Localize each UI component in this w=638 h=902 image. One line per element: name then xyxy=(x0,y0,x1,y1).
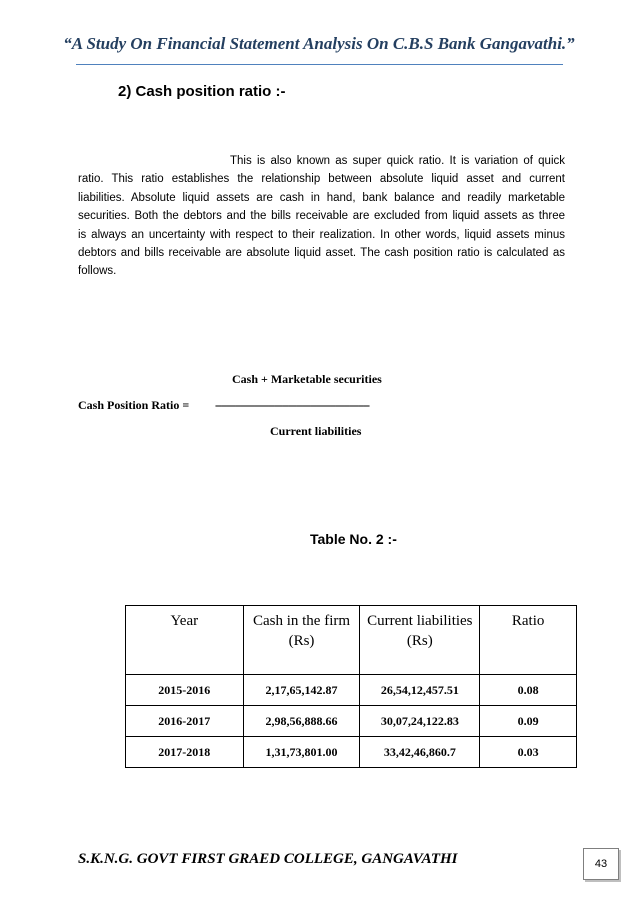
cell-cash: 2,17,65,142.87 xyxy=(243,675,360,706)
cell-ratio: 0.09 xyxy=(480,706,577,737)
cell-year: 2015-2016 xyxy=(126,675,244,706)
formula-denominator: Current liabilities xyxy=(270,424,362,438)
cell-liabilities: 26,54,12,457.51 xyxy=(360,675,480,706)
column-header-cash: Cash in the firm (Rs) xyxy=(243,606,360,675)
cell-year: 2016-2017 xyxy=(126,706,244,737)
formula-label: Cash Position Ratio = xyxy=(78,398,190,412)
section-heading: 2) Cash position ratio :- xyxy=(118,83,286,100)
column-header-liabilities: Current liabilities (Rs) xyxy=(360,606,480,675)
footer-college-name: S.K.N.G. GOVT FIRST GRAED COLLEGE, GANGAVATHI xyxy=(78,851,458,867)
table-row xyxy=(126,737,577,768)
header-divider xyxy=(76,64,563,65)
cell-cash: 2,98,56,888.66 xyxy=(243,706,360,737)
table-row xyxy=(126,675,577,706)
page-header-title: “A Study On Financial Statement Analysis On C.B.S Bank Gangavathi.” xyxy=(63,34,575,53)
page-number: 43 xyxy=(583,848,619,880)
column-header-year: Year xyxy=(126,606,244,675)
cell-year: 2017-2018 xyxy=(126,737,244,768)
column-header-ratio: Ratio xyxy=(480,606,577,675)
cell-cash: 1,31,73,801.00 xyxy=(243,737,360,768)
cell-ratio: 0.08 xyxy=(480,675,577,706)
table-header-row xyxy=(126,606,577,675)
paragraph-text: This is also known as super quick ratio. It is variation of quick ratio. This ratio establishes the relationship between absolute liquid asset and current liabilities. Absolute liquid assets are cash in hand, bank balance and readily marketable securities. Both the debtors and the bills receivable are excluded from liquid assets as three is always an uncertainty with respect to their realization. In other words, liquid assets minus debtors and bills receivable are absolute liquid asset. The cash position ratio is calculated as follows. xyxy=(78,155,565,278)
table-row xyxy=(126,706,577,737)
cell-ratio: 0.03 xyxy=(480,737,577,768)
formula-divider: ------------------------------------------------------- xyxy=(215,398,369,412)
ratio-table xyxy=(125,605,577,768)
table-caption: Table No. 2 :- xyxy=(310,531,397,547)
cell-liabilities: 30,07,24,122.83 xyxy=(360,706,480,737)
formula-numerator: Cash + Marketable securities xyxy=(232,372,382,386)
cell-liabilities: 33,42,46,860.7 xyxy=(360,737,480,768)
body-paragraph xyxy=(78,152,565,281)
